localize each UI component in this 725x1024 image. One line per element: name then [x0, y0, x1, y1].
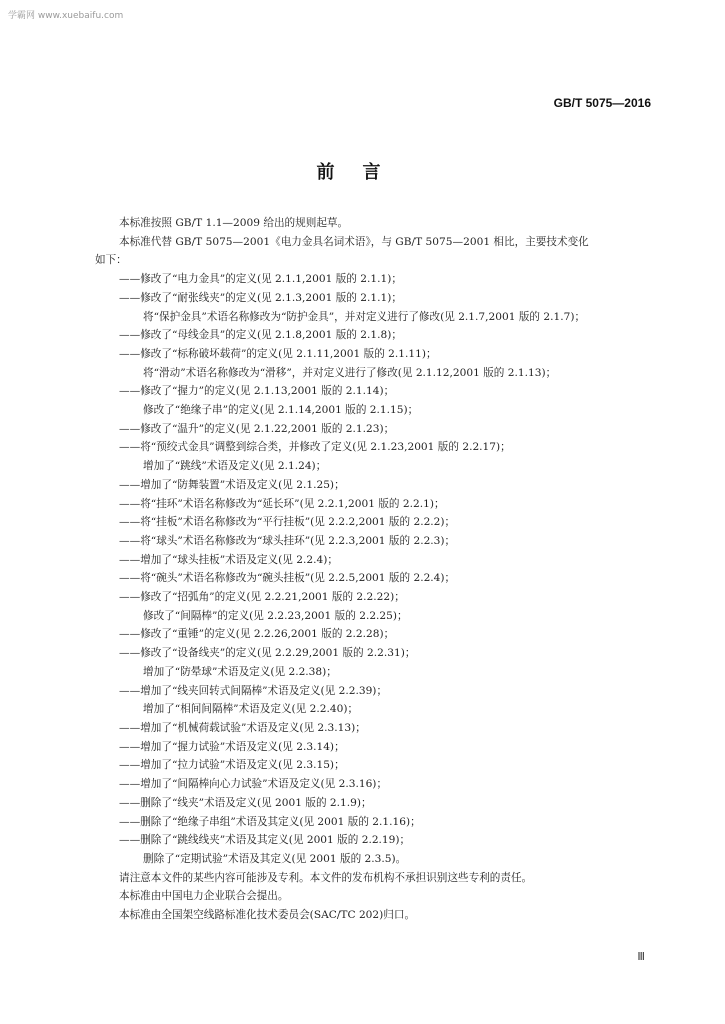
page-number: Ⅲ [637, 951, 645, 963]
paragraph: ——增加了“握力试验”术语及定义(见 2.3.14)； [119, 740, 345, 753]
paragraph: ——修改了“温升”的定义(见 2.1.22,2001 版的 2.1.23)； [119, 422, 395, 435]
paragraph: ——修改了“握力”的定义(见 2.1.13,2001 版的 2.1.14)； [119, 385, 395, 398]
paragraph: ——将“碗头”术语名称修改为“碗头挂板”(见 2.2.5,2001 版的 2.2.4)； [119, 572, 456, 585]
paragraph: ——将“预绞式金具”调整到综合类，并修改了定义(见 2.1.23,2001 版的 2.2.17)； [119, 441, 511, 454]
paragraph: 如下： [95, 254, 127, 267]
paragraph: ——将“球头”术语名称修改为“球头挂环”(见 2.2.3,2001 版的 2.2.3)； [119, 534, 456, 547]
paragraph: ——增加了“球头挂板”术语及定义(见 2.2.4)； [119, 553, 338, 566]
paragraph: ——修改了“电力金具”的定义(见 2.1.1,2001 版的 2.1.1)； [119, 273, 402, 286]
paragraph: 将“滑动”术语名称修改为“滑移”，并对定义进行了修改(见 2.1.12,2001 版的 2.1.13)； [143, 366, 557, 379]
paragraph: ——修改了“母线金具”的定义(见 2.1.8,2001 版的 2.1.8)； [119, 329, 402, 342]
watermark: 学霸网 www.xuebaifu.com [8, 11, 124, 21]
paragraph: 增加了“相间间隔棒”术语及定义(见 2.2.40)； [143, 703, 359, 716]
paragraph: ——删除了“绝缘子串组”术语及其定义(见 2001 版的 2.1.16)； [119, 815, 421, 828]
paragraph: 将“保护金具”术语名称修改为“防护金具”，并对定义进行了修改(见 2.1.7,2001 版的 2.1.7)； [143, 310, 586, 323]
paragraph: ——删除了“跳线线夹”术语及其定义(见 2001 版的 2.2.19)； [119, 834, 411, 847]
standard-code: GB/T 5075—2016 [553, 96, 651, 110]
paragraph: 本标准按照 GB/T 1.1—2009 给出的规则起草。 [119, 217, 349, 229]
paragraph: ——修改了“耐张线夹”的定义(见 2.1.3,2001 版的 2.1.1)； [119, 291, 402, 304]
document-body [95, 214, 655, 925]
paragraph: 本标准代替 GB/T 5075—2001《电力金具名词术语》，与 GB/T 5075—2001 相比，主要技术变化 [119, 235, 589, 248]
paragraph: ——将“挂板”术语名称修改为“平行挂板”(见 2.2.2,2001 版的 2.2.2)； [119, 516, 456, 529]
paragraph: ——增加了“机械荷载试验”术语及定义(见 2.3.13)； [119, 721, 366, 734]
paragraph: ——增加了“间隔棒向心力试验”术语及定义(见 2.3.16)； [119, 778, 388, 791]
paragraph: 修改了“绝缘子串”的定义(见 2.1.14,2001 版的 2.1.15)； [143, 404, 419, 417]
paragraph: 修改了“间隔棒”的定义(见 2.2.23,2001 版的 2.2.25)； [143, 609, 408, 622]
paragraph: 本标准由中国电力企业联合会提出。 [119, 890, 289, 903]
page-title: 前言 [316, 162, 409, 183]
paragraph: ——修改了“设备线夹”的定义(见 2.2.29,2001 版的 2.2.31)； [119, 647, 416, 660]
paragraph: 请注意本文件的某些内容可能涉及专利。本文件的发布机构不承担识别这些专利的责任。 [119, 871, 533, 884]
paragraph: 删除了“定期试验”术语及其定义(见 2001 版的 2.3.5)。 [143, 852, 407, 865]
paragraph: ——增加了“拉力试验”术语及定义(见 2.3.15)； [119, 759, 345, 772]
paragraph: ——增加了“线夹回转式间隔棒”术语及定义(见 2.2.39)； [119, 684, 388, 697]
paragraph: ——修改了“标称破坏载荷”的定义(见 2.1.11,2001 版的 2.1.11)； [119, 347, 437, 360]
paragraph: ——增加了“防舞装置”术语及定义(见 2.1.25)； [119, 478, 345, 491]
paragraph: 增加了“跳线”术语及定义(见 2.1.24)； [143, 460, 327, 473]
paragraph: ——将“挂环”术语名称修改为“延长环”(见 2.2.1,2001 版的 2.2.1)； [119, 497, 445, 510]
paragraph: ——修改了“招弧角”的定义(见 2.2.21,2001 版的 2.2.22)； [119, 591, 405, 604]
paragraph: 本标准由全国架空线路标准化技术委员会(SAC/TC 202)归口。 [119, 909, 416, 922]
paragraph: 增加了“防晕球”术语及定义(见 2.2.38)； [143, 665, 337, 678]
paragraph: ——删除了“线夹”术语及定义(见 2001 版的 2.1.9)； [119, 796, 372, 809]
paragraph: ——修改了“重锤”的定义(见 2.2.26,2001 版的 2.2.28)； [119, 628, 395, 641]
